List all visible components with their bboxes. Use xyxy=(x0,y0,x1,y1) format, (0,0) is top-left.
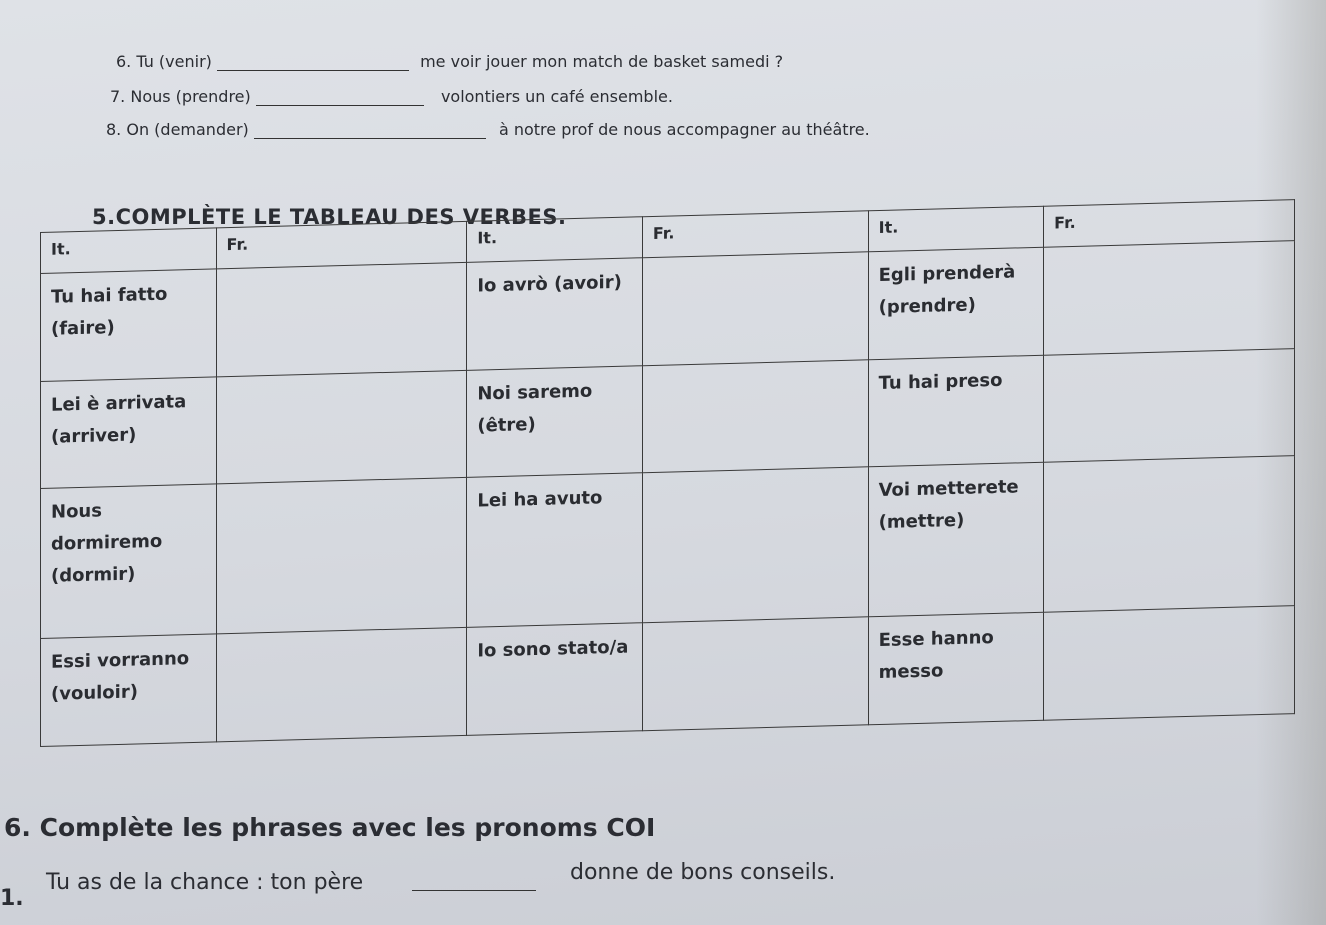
header-cell: Fr. xyxy=(216,221,467,269)
italian-verb-cell: Tu hai preso xyxy=(868,355,1044,467)
question-number: 1. xyxy=(0,886,24,911)
sentence-text: volontiers un café ensemble. xyxy=(440,87,673,106)
answer-blank[interactable] xyxy=(254,138,486,139)
answer-blank[interactable] xyxy=(412,866,536,891)
sentence-7 xyxy=(110,87,673,106)
section-5-title: 5.COMPLÈTE LE TABLEAU DES VERBES. xyxy=(92,205,567,229)
answer-blank[interactable] xyxy=(217,70,409,71)
french-answer-cell[interactable] xyxy=(216,478,467,635)
header-cell: Fr. xyxy=(642,211,868,258)
header-cell: It. xyxy=(868,206,1044,252)
italian-verb-cell: Io sono stato/a xyxy=(467,623,643,735)
french-answer-cell[interactable] xyxy=(216,370,467,484)
italian-verb-cell: Lei è arrivata (arriver) xyxy=(41,376,217,488)
italian-verb-cell: Lei ha avuto xyxy=(467,473,643,628)
italian-verb-cell: Egli prenderà (prendre) xyxy=(868,247,1044,359)
sentence-text: me voir jouer mon match de basket samedi ? xyxy=(420,52,784,71)
sentence-text: à notre prof de nous accompagner au théâtre. xyxy=(498,120,870,139)
french-answer-cell[interactable] xyxy=(1044,606,1295,720)
french-answer-cell[interactable] xyxy=(642,467,868,623)
answer-blank[interactable] xyxy=(256,105,424,106)
italian-verb-cell: Essi vorranno (vouloir) xyxy=(41,634,217,746)
italian-verb-cell: Tu hai fatto (faire) xyxy=(41,269,217,381)
french-answer-cell[interactable] xyxy=(1044,456,1295,613)
french-answer-cell[interactable] xyxy=(642,252,868,366)
question-text-before: Tu as de la chance : ton père xyxy=(46,870,364,895)
header-cell: It. xyxy=(467,217,643,263)
sentence-8 xyxy=(106,120,870,139)
italian-verb-cell: Io avrò (avoir) xyxy=(467,258,643,370)
french-answer-cell[interactable] xyxy=(216,262,467,376)
italian-verb-cell: Esse hanno messo xyxy=(868,613,1044,725)
section-6-title: 6. Complète les phrases avec les pronoms COI xyxy=(4,813,656,842)
sentence-label: 8. On (demander) xyxy=(106,120,249,139)
french-answer-cell[interactable] xyxy=(642,359,868,473)
italian-verb-cell: Nous dormiremo (dormir) xyxy=(41,484,217,639)
verb-table-container xyxy=(40,199,1295,747)
italian-verb-cell: Noi saremo (être) xyxy=(467,365,643,477)
italian-verb-cell: Voi metterete (mettre) xyxy=(868,462,1044,617)
sentence-label: 6. Tu (venir) xyxy=(116,52,212,71)
header-cell: It. xyxy=(41,228,217,274)
sentence-label: 7. Nous (prendre) xyxy=(110,87,251,106)
sentence-6 xyxy=(116,52,783,71)
french-answer-cell[interactable] xyxy=(1044,348,1295,462)
verb-table xyxy=(40,199,1295,747)
french-answer-cell[interactable] xyxy=(216,628,467,742)
french-answer-cell[interactable] xyxy=(642,617,868,731)
french-answer-cell[interactable] xyxy=(1044,241,1295,355)
question-text-after: donne de bons conseils. xyxy=(570,860,836,885)
header-cell: Fr. xyxy=(1044,200,1295,248)
